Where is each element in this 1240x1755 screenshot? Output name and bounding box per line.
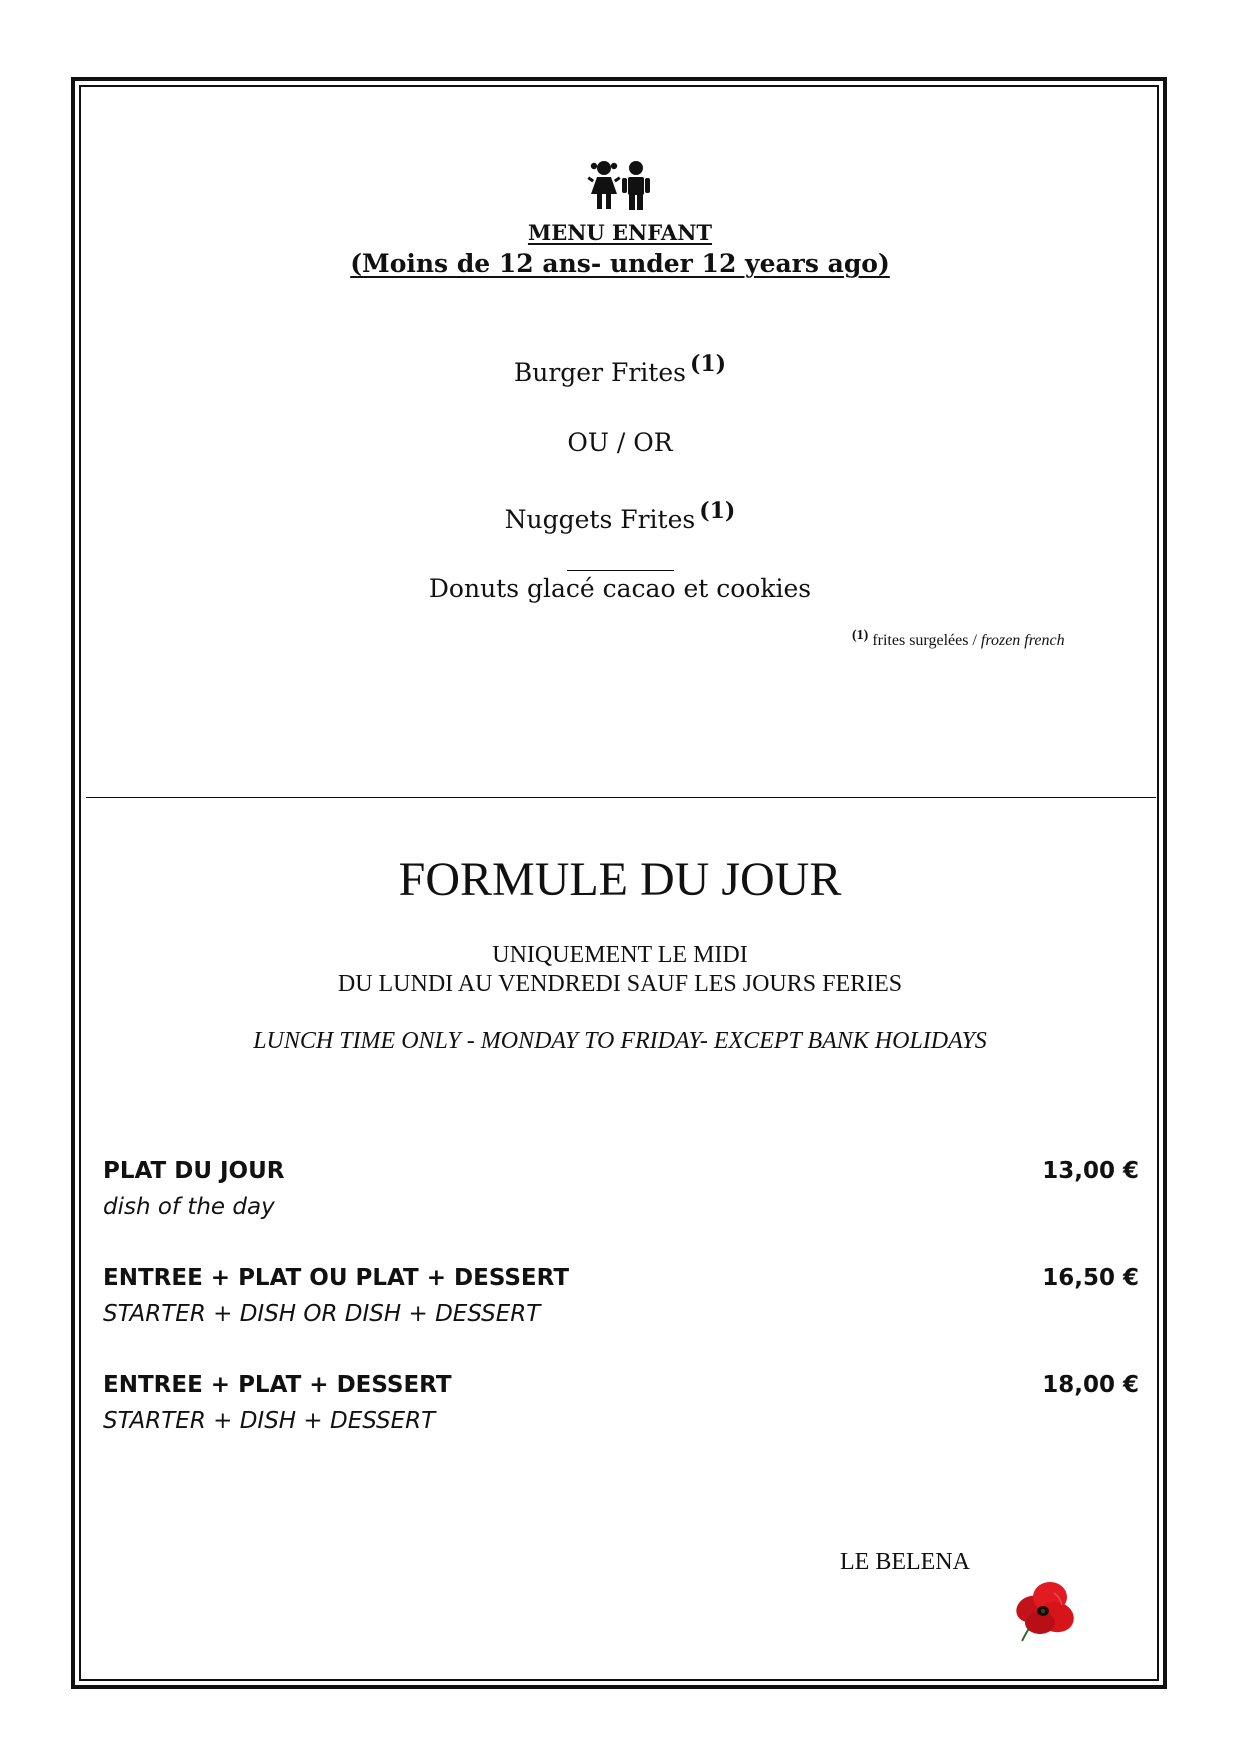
- kids-menu-subtitle: (Moins de 12 ans- under 12 years ago): [350, 249, 890, 278]
- menu-item-name: PLAT DU JOUR: [103, 1158, 285, 1184]
- brand-name: LE BELENA: [840, 1549, 970, 1575]
- footnote-ref: (1): [699, 498, 736, 524]
- menu-item-translation: STARTER + DISH OR DISH + DESSERT: [103, 1301, 541, 1327]
- menu-item-price: 13,00 €: [1042, 1158, 1139, 1184]
- menu-item-price: 18,00 €: [1042, 1372, 1139, 1398]
- formule-availability-2: DU LUNDI AU VENDREDI SAUF LES JOURS FERIES: [337, 971, 903, 997]
- formule-availability-1: UNIQUEMENT LE MIDI: [492, 942, 748, 968]
- footnote-fr: frites surgelées /: [872, 632, 977, 649]
- poppy-flower-icon: [1010, 1575, 1080, 1645]
- menu-item-translation: dish of the day: [103, 1194, 275, 1220]
- children-icon: [586, 160, 656, 212]
- menu-item-name: ENTREE + PLAT + DESSERT: [103, 1372, 452, 1398]
- kids-option-nuggets-label: Nuggets Frites: [504, 505, 696, 534]
- kids-or-text: OU / OR: [567, 428, 673, 457]
- menu-item-name: ENTREE + PLAT OU PLAT + DESSERT: [103, 1265, 570, 1291]
- section-divider: [86, 797, 1156, 798]
- kids-footnote: [852, 628, 1065, 650]
- kids-option-nuggets: [0, 498, 1240, 534]
- menu-item-price: 16,50 €: [1042, 1265, 1139, 1291]
- formule-title: FORMULE DU JOUR: [398, 853, 842, 906]
- footnote-marker: (1): [852, 628, 869, 643]
- menu-item-translation: STARTER + DISH + DESSERT: [103, 1408, 436, 1434]
- footnote-ref: (1): [689, 351, 727, 377]
- kids-dessert: Donuts glacé cacao et cookies: [428, 574, 812, 603]
- kids-separator: [567, 570, 674, 571]
- kids-option-burger-label: Burger Frites: [513, 358, 686, 387]
- footnote-en: frozen french: [980, 632, 1065, 649]
- kids-option-burger: [0, 351, 1240, 387]
- formule-availability-en: LUNCH TIME ONLY - MONDAY TO FRIDAY- EXCEPT BANK HOLIDAYS: [253, 1028, 987, 1054]
- kids-menu-title: MENU ENFANT: [527, 220, 713, 245]
